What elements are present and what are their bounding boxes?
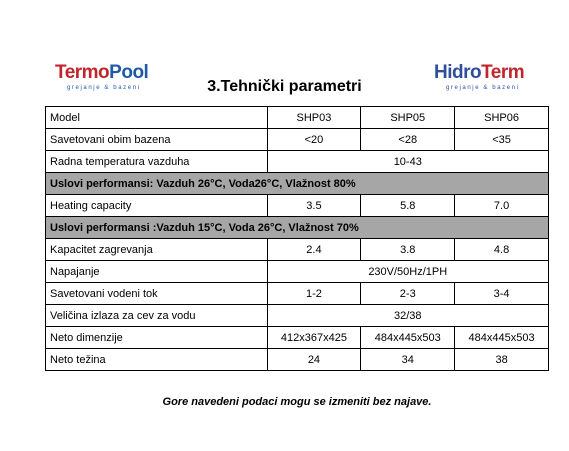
cell-value: 230V/50Hz/1PH (267, 261, 548, 283)
section-label: Uslovi performansi :Vazduh 15°C, Voda 26°C, Vlažnost 70% (46, 217, 549, 239)
table-row (46, 129, 549, 151)
footnote: Gore navedeni podaci mogu se izmeniti bez najave. (162, 396, 432, 408)
parameters-table (45, 106, 549, 371)
model-label: Model (46, 107, 268, 129)
logo-right-part2: Term (481, 62, 525, 83)
logo-right-part1: Hidro (434, 62, 482, 83)
row-label: Heating capacity (46, 195, 268, 217)
cell-value: 484x445x503 (361, 327, 455, 349)
cell-value: 3.8 (361, 239, 455, 261)
cell-value: 7.0 (455, 195, 549, 217)
cell-value: 2-3 (361, 283, 455, 305)
table-row (46, 349, 549, 371)
table-row (46, 239, 549, 261)
row-label: Kapacitet zagrevanja (46, 239, 268, 261)
row-label: Radna temperatura vazduha (46, 151, 268, 173)
cell-value: 412x367x425 (267, 327, 361, 349)
row-label: Neto težina (46, 349, 268, 371)
table-header-row (46, 107, 549, 129)
cell-value: 32/38 (267, 305, 548, 327)
row-label: Savetovani vodeni tok (46, 283, 268, 305)
cell-value: 2.4 (267, 239, 361, 261)
cell-value: 1-2 (267, 283, 361, 305)
cell-value: 10-43 (267, 151, 548, 173)
cell-value: 4.8 (455, 239, 549, 261)
page-title: 3.Tehnički parametri (207, 78, 362, 95)
cell-value: <28 (361, 129, 455, 151)
section-row (46, 217, 549, 239)
table-row (46, 195, 549, 217)
model-col-shp03: SHP03 (267, 107, 361, 129)
row-label: Neto dimenzije (46, 327, 268, 349)
cell-value: <20 (267, 129, 361, 151)
cell-value: 5.8 (361, 195, 455, 217)
row-label: Savetovani obim bazena (46, 129, 268, 151)
model-col-shp05: SHP05 (361, 107, 455, 129)
cell-value: 484x445x503 (455, 327, 549, 349)
section-label: Uslovi performansi: Vazduh 26°C, Voda26°C, Vlažnost 80% (46, 173, 549, 195)
cell-value: 38 (455, 349, 549, 371)
table-row (46, 327, 549, 349)
cell-value: 24 (267, 349, 361, 371)
logo-left-part2: Pool (109, 62, 149, 83)
model-col-shp06: SHP06 (455, 107, 549, 129)
cell-value: 34 (361, 349, 455, 371)
table-row (46, 261, 549, 283)
row-label: Veličina izlaza za cev za vodu (46, 305, 268, 327)
cell-value: 3-4 (455, 283, 549, 305)
table-row (46, 151, 549, 173)
table-row (46, 283, 549, 305)
section-row (46, 173, 549, 195)
cell-value: 3.5 (267, 195, 361, 217)
row-label: Napajanje (46, 261, 268, 283)
termopool-tagline: grejanje & bazeni (67, 85, 141, 91)
table-row (46, 305, 549, 327)
cell-value: <35 (455, 129, 549, 151)
logo-left-part1: Termo (55, 62, 110, 83)
hidroterm-tagline: grejanje & bazeni (446, 85, 520, 91)
